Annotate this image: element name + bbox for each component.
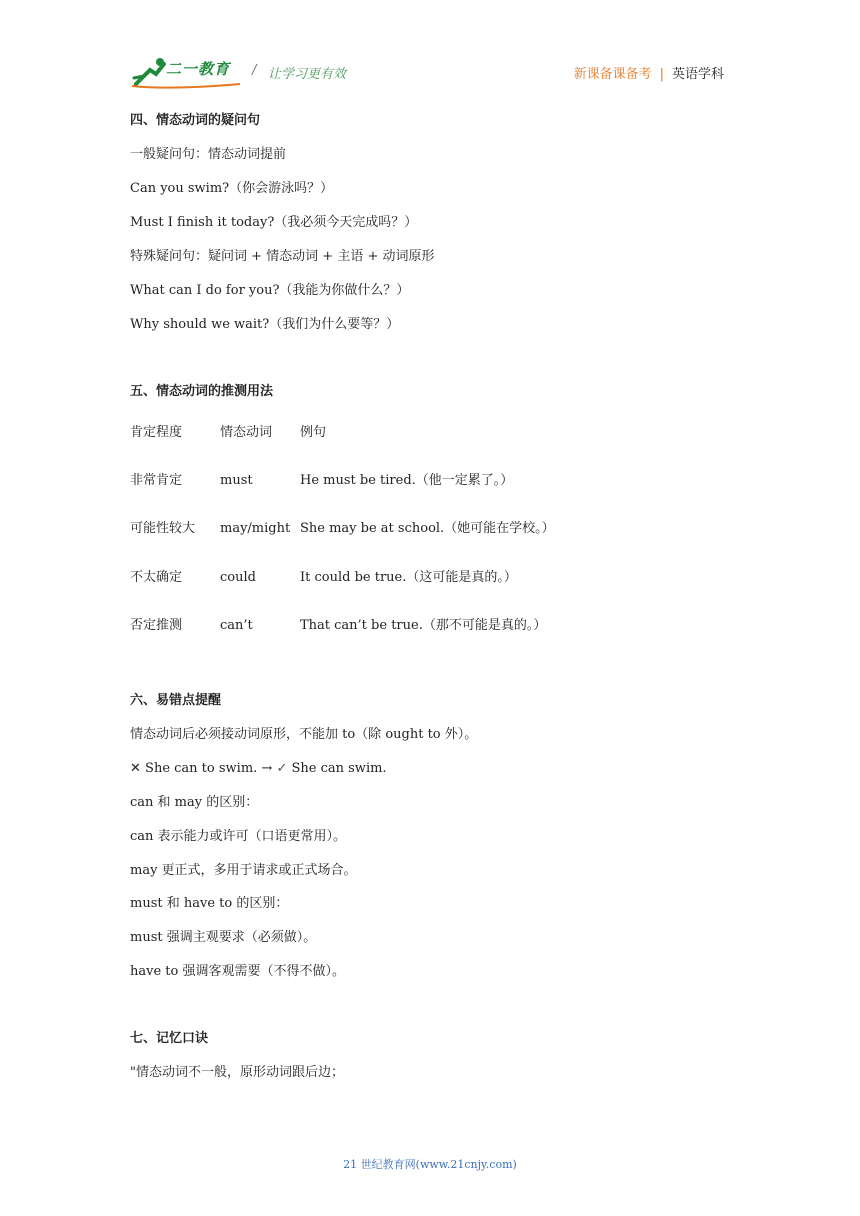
table-cell: 否定推测 [130, 618, 183, 633]
section7-line-1: "情态动词不一般，原形动词跟后边； [130, 1065, 344, 1080]
section6-line-7: must 强调主观要求（必须做）。 [130, 930, 317, 945]
section4-line-1: 一般疑问句：情态动词提前 [130, 147, 287, 162]
section6-line-6: must 和 have to 的区别： [130, 896, 289, 911]
header-right [574, 63, 724, 82]
header-divider: | [659, 67, 664, 82]
table-cell: 非常肯定 [130, 473, 183, 488]
example-wrong-right [130, 760, 387, 778]
slogan-separator: / [252, 63, 257, 78]
section5-title: 五、情态动词的推测用法 [130, 384, 274, 399]
slogan: 让学习更有效 [268, 67, 347, 82]
section4-line-5: What can I do for you?（我能为你做什么？） [130, 283, 410, 298]
table-cell: That can’t be true.（那不可能是真的。） [300, 618, 547, 633]
section4-line-2: Can you swim?（你会游泳吗？） [130, 181, 334, 196]
table-cell: must [220, 473, 253, 488]
cross-icon: ✕ [130, 761, 141, 776]
table-cell: may/might [220, 521, 291, 536]
check-icon: ✓ [276, 761, 288, 776]
table-header-cell: 肯定程度 [130, 425, 183, 440]
right-example: She can swim. [291, 761, 387, 776]
logo-text: 二一教育 [166, 60, 231, 78]
section4-line-3: Must I finish it today?（我必须今天完成吗？） [130, 215, 418, 230]
section6-line-1: 情态动词后必须接动词原形，不能加 to（除 ought to 外）。 [130, 727, 478, 742]
table-cell: It could be true.（这可能是真的。） [300, 570, 517, 585]
section6-line-8: have to 强调客观需要（不得不做）。 [130, 964, 345, 979]
section4-line-4: 特殊疑问句：疑问词 + 情态动词 + 主语 + 动词原形 [130, 249, 435, 264]
table-header-cell: 例句 [300, 425, 327, 440]
section7-title: 七、记忆口诀 [130, 1031, 209, 1046]
table-cell: could [220, 570, 256, 585]
section6-line-3: can 和 may 的区别： [130, 795, 259, 810]
section6-title: 六、易错点提醒 [130, 693, 222, 708]
header-tagline: 新课备课备考 [573, 67, 652, 82]
table-header-cell: 情态动词 [220, 425, 273, 440]
section6-line-5: may 更正式，多用于请求或正式场合。 [130, 863, 357, 878]
page-header [130, 52, 724, 92]
section6-line-4: can 表示能力或许可（口语更常用）。 [130, 829, 347, 844]
section4-line-6: Why should we wait?（我们为什么要等？） [130, 317, 400, 332]
section4-title: 四、情态动词的疑问句 [130, 113, 261, 128]
table-cell: She may be at school.（她可能在学校。） [300, 521, 555, 536]
page-footer: 21 世纪教育网(www.21cnjy.com) [343, 1158, 517, 1171]
table-cell: He must be tired.（他一定累了。） [300, 473, 514, 488]
header-subject: 英语学科 [671, 67, 724, 82]
table-cell: 可能性较大 [130, 521, 196, 536]
table-cell: can’t [220, 618, 253, 633]
wrong-example: She can to swim. → [145, 761, 273, 776]
table-cell: 不太确定 [130, 570, 183, 585]
